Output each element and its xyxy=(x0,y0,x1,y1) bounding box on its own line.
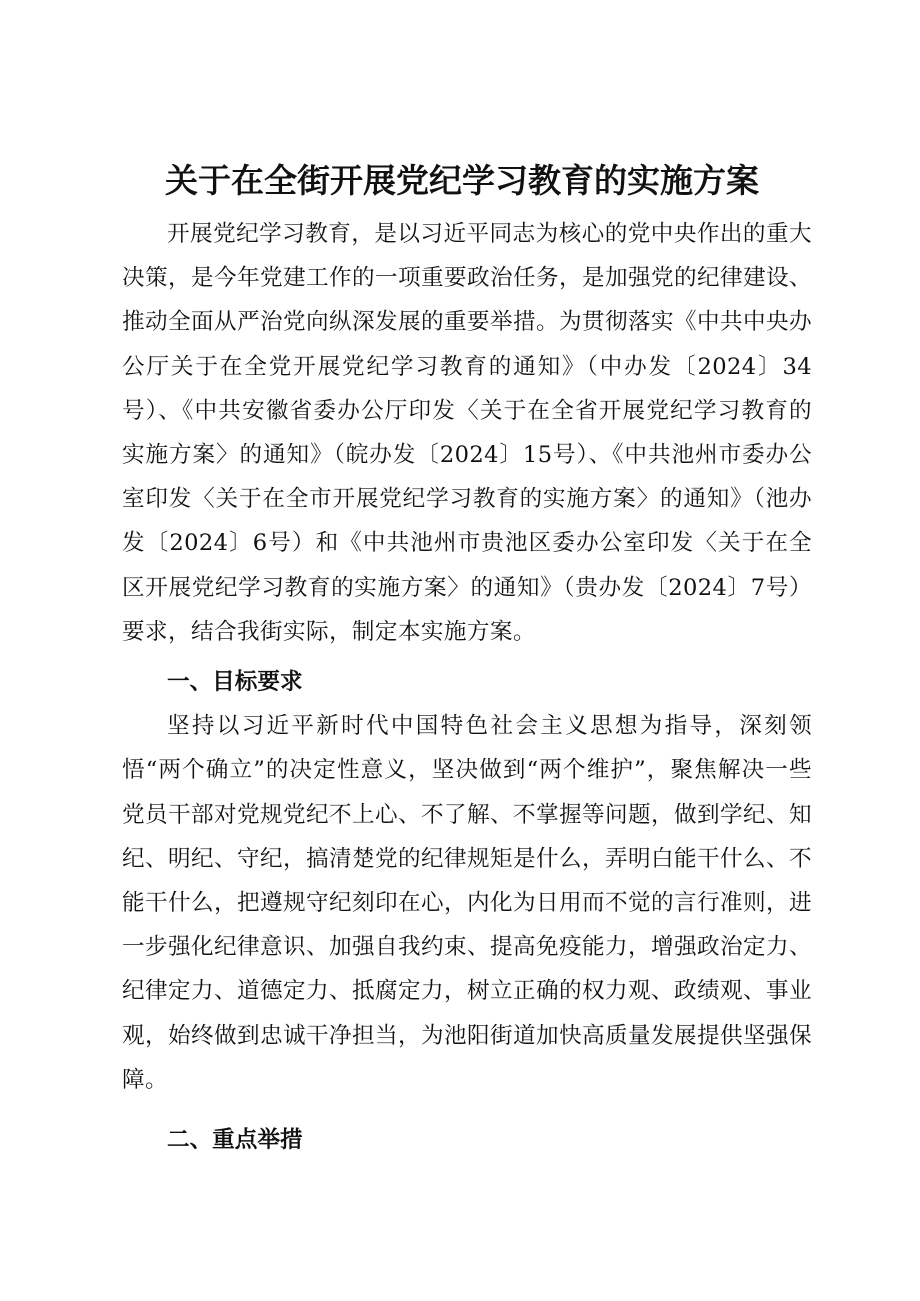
section-heading-measures: 二、重点举措 xyxy=(167,1127,303,1154)
document-title: 关于在全街开展党纪学习教育的实施方案 xyxy=(165,161,759,200)
intro-paragraph: 开展党纪学习教育，是以习近平同志为核心的党中央作出的重大决策，是今年党建工作的一项重要政治任务，是加强党的纪律建设、推动全面从严治党向纵深发展的重要举措。为贯彻落实《中共中央办公厅关于在全党开展党纪学习教育的通知》（中办发〔2024〕34号）、《中共安徽省委办公厅印发〈关于在全省开展党纪学习教育的实施方案〉的通知》（皖办发〔2024〕15号）、《中共池州市委办公室印发〈关于在全市开展党纪学习教育的实施方案〉的通知》（池办发〔2024〕6号）和《中共池州市贵池区委办公室印发〈关于在全区开展党纪学习教育的实施方案〉的通知》（贵办发〔2024〕7号）要求，结合我街实际，制定本实施方案。 xyxy=(122,221,812,645)
section-heading-goals: 一、目标要求 xyxy=(167,669,303,696)
goals-paragraph: 坚持以习近平新时代中国特色社会主义思想为指导，深刻领悟“两个确立”的决定性意义，坚决做到“两个维护”，聚焦解决一些党员干部对党规党纪不上心、不了解、不掌握等问题，做到学纪、知纪、明纪、守纪，搞清楚党的纪律规矩是什么，弄明白能干什么、不能干什么，把遵规守纪刻印在心，内化为日用而不觉的言行准则，进一步强化纪律意识、加强自我约束、提高免疫能力，增强政治定力、纪律定力、道德定力、抵腐定力，树立正确的权力观、政绩观、事业观，始终做到忠诚干净担当，为池阳街道加快高质量发展提供坚强保障。 xyxy=(122,713,812,1093)
document-page xyxy=(122,150,812,1162)
